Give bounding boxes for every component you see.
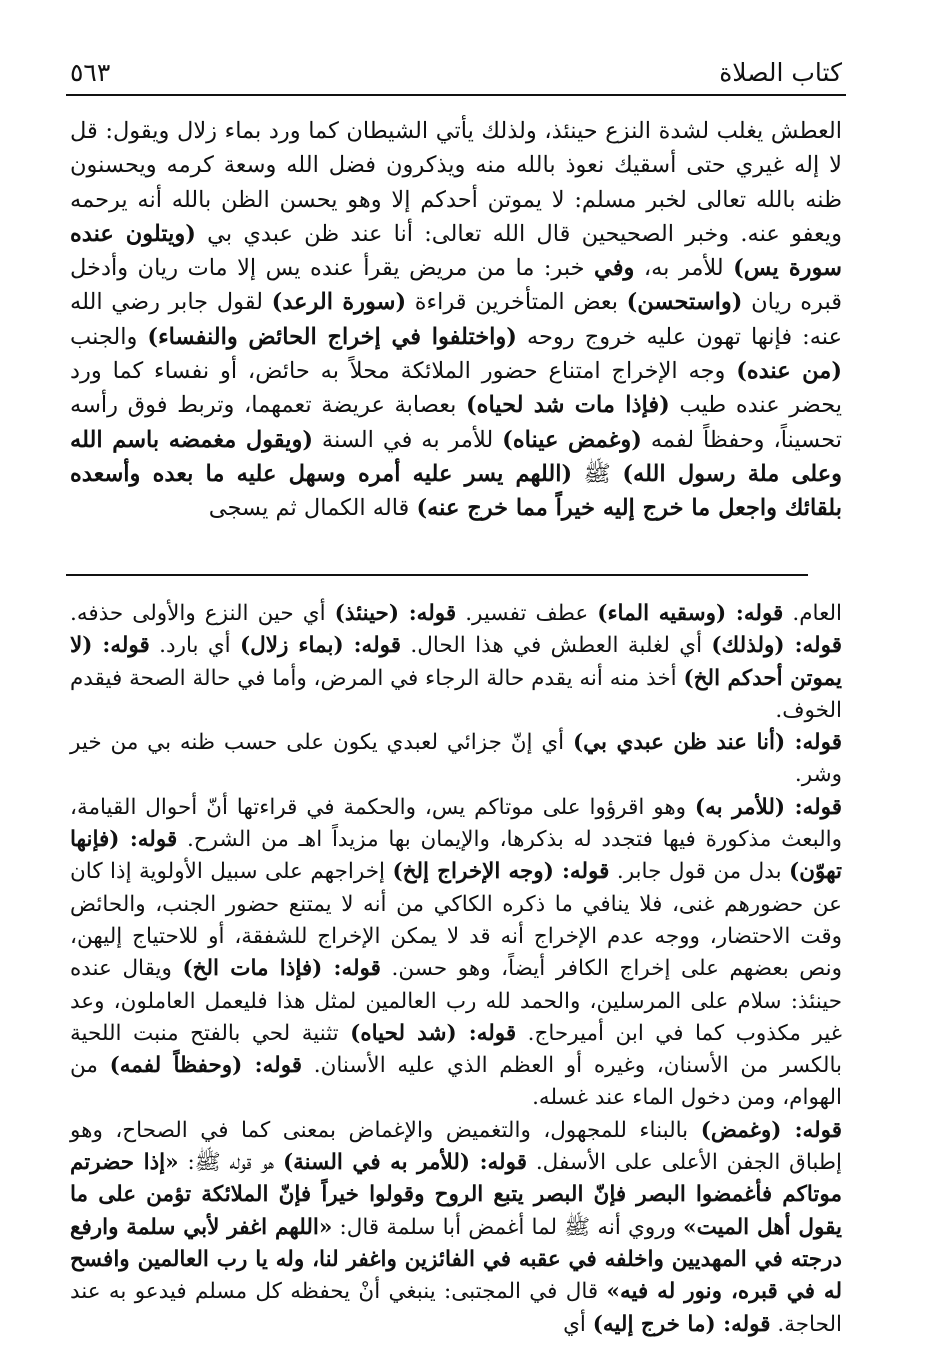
bold-text-segment: قوله: (لا يموتن أحدكم الخ) [70, 633, 843, 691]
bold-text-segment: (ويقول مغمضه باسم الله وعلى ملة رسول الله) [70, 426, 842, 487]
text-segment: بالبناء للمجهول، والتغميض والإغماض بمعنى كما في الصحاح، وهو إطباق الجفن الأعلى على الأسفل. [70, 1117, 842, 1176]
bold-text-segment: (وغمض عيناه) [502, 426, 642, 453]
bold-text-segment: قوله: (بماء زلال) [239, 633, 402, 659]
bold-text-segment: قوله: (للأمر به في السنة) [282, 1150, 527, 1176]
text-segment: عطف تفسير. [456, 601, 598, 626]
commentary-paragraph [70, 792, 842, 1115]
bold-text-segment: قوله: (حينئذ) [334, 601, 457, 626]
bold-text-segment: قوله: (ما خرج إليه) [592, 1311, 771, 1337]
text-segment: وهو اقرؤوا على موتاكم يس، والحكمة في قراءتها أنّ أحوال القيامة، والبعث مذكورة فيها فتجدد له بذكرها، والإيمان بها مزيداً اهـ من الشرح. [70, 794, 842, 853]
separator-rule [66, 574, 808, 576]
commentary-paragraph [70, 727, 842, 792]
text-segment: أي لغلبة العطش في هذا الحال. [401, 633, 712, 659]
text-segment: وجه الإخراج امتناع حضور الملائكة محلاً به حائض، أو نفساء كما ورد يحضر عنده طيب [70, 358, 842, 419]
commentary-paragraph [70, 598, 842, 727]
header-rule [66, 94, 846, 96]
text-segment: هو قوله ﷺ: [178, 1150, 283, 1176]
text-segment: أي [563, 1311, 593, 1337]
chapter-title: كتاب الصلاة [719, 58, 842, 87]
bold-text-segment: (واختلفوا في إخراج الحائض والنفساء) [147, 323, 517, 350]
bold-text-segment: قوله: (أنا عند ظن عبدي بي) [572, 730, 842, 756]
text-segment: خبر: ما من مريض يقرأ عنده يس إلا مات ريان وأدخل قبره ريان [70, 255, 842, 316]
bold-text-segment: (سورة الرعد) [271, 289, 407, 316]
text-segment: بدل من قول جابر. [609, 859, 790, 885]
text-segment: لقول جابر رضي الله عنه: فإنها تهون عليه خروج روحه [70, 289, 843, 350]
bold-text-segment: قوله: (وحفظاً لفمه) [109, 1053, 303, 1079]
commentary-block [70, 598, 843, 1337]
main-text-block [70, 114, 842, 556]
bold-text-segment: (فإذا مات شد لحياه) [466, 392, 670, 419]
text-segment: وروي أنه ﷺ لما أغمض أبا سلمة قال: [332, 1214, 684, 1240]
bold-text-segment: قوله: (ولذلك) [711, 633, 842, 659]
text-segment: والجنب [70, 323, 148, 350]
bold-text-segment: قوله: (وسقيه الماء) [597, 601, 784, 626]
text-segment: للأمر به، [634, 255, 734, 282]
bold-text-segment: «إذا حضرتم موتاكم فأغمضوا البصر فإنّ البصر يتبع الروح وقولوا خيراً فإنّ الملائكة تؤمن على ما يقول أهل الميت» [70, 1150, 842, 1240]
text-segment: أي حين النزع والأولى حذفه. [70, 601, 335, 626]
text-segment: قال في المجتبى: ينبغي أنْ يحفظه كل مسلم فيدعو به عند الحاجة. [70, 1279, 842, 1337]
bold-text-segment: (واستحسن) [626, 289, 743, 316]
text-segment: بعصابة عريضة تعمهما، وتربط فوق رأسه تحسيناً، وحفظاً لفمه [70, 392, 842, 453]
bold-text-segment: وفي [594, 255, 635, 282]
bold-text-segment: قوله: (وجه الإخراج إلخ) [392, 859, 610, 885]
page-number: ٥٦٣ [70, 58, 111, 87]
bold-text-segment: قوله: (شد لحياه) [350, 1020, 517, 1046]
text-segment: للأمر به في السنة [312, 426, 503, 453]
text-segment: أي إنّ جزائي لعبدي يكون على حسب ظنه بي من خير وشر. [70, 730, 842, 788]
bold-text-segment: (ويتلون عنده سورة يس) [70, 220, 842, 282]
text-segment: من الهوام، ومن دخول الماء عند غسله. [70, 1053, 842, 1111]
commentary-paragraph [70, 1115, 842, 1341]
text-segment: تثنية لحي بالفتح منبت اللحية بالكسر من الأسنان، وغيره أو العظم الذي عليه الأسنان. [70, 1020, 842, 1079]
text-segment: أخذ منه أنه يقدم حالة الرجاء في المرض، وأما في حالة الصحة فيقدم الخوف. [70, 665, 842, 723]
bold-text-segment: (من عنده) [736, 358, 842, 385]
text-segment: إخراجهم على سبيل الأولوية إذا كان عن حضورهم غنى، فلا ينافي ما ذكره الكاكي من أنه لا يمتنع حضور الجنب، والحائض وقت الاحتضار، ووجه عدم الإخراج أنه قد لا يمكن الإخراج للشفقة، أو للاحتياج إليهن، ونص بعضهم على إخراج الكافر أيضاً، وهو حسن. [70, 859, 842, 982]
text-segment: العطش يغلب لشدة النزع حينئذ، ولذلك يأتي الشيطان كما ورد بماء زلال ويقول: قل لا إله غيري حتى أسقيك نعوذ بالله منه ويذكرون فضل الله وسعة كرمه ويحسنون ظنه بالله تعالى لخبر مسلم: لا يموتن أحدكم إلا وهو يحسن الظن بالله أنه يرحمه ويعفو عنه. وخبر الصحيحين قال الله تعالى: أنا عند ظن عبدي بي [70, 118, 842, 247]
text-segment: العام. [783, 601, 842, 626]
running-header [70, 52, 842, 98]
bold-text-segment: قوله: (وغمض) [700, 1117, 842, 1143]
text-segment: ويقال عنده حينئذ: سلام على المرسلين، والحمد لله رب العالمين لمثل هذا فليعمل العاملون، وعد غير مكذوب كما في ابن أميرحاج. [70, 956, 842, 1046]
bold-text-segment: «اللهم اغفر لأبي سلمة وارفع درجته في المهديين واخلفه في عقبه في الفائزين واغفر لنا، وله يا رب العالمين وافسح له في قبره، ونور له فيه» [70, 1214, 842, 1305]
main-paragraph [70, 114, 842, 526]
text-segment: أي بارد. [149, 633, 240, 659]
bold-text-segment: قوله: (فإذا مات الخ) [182, 956, 381, 982]
text-segment: قاله الكمال ثم يسجى [208, 495, 417, 522]
text-segment: بعض المتأخرين قراءة [406, 289, 627, 316]
bold-text-segment: (اللهم يسر عليه أمره وسهل عليه ما بعده وأسعده بلقائك واجعل ما خرج إليه خيراً مما خرج عنه) [70, 460, 842, 522]
text-segment: ﷺ [572, 460, 623, 487]
bold-text-segment: قوله: (فإنها تهوّن) [70, 827, 842, 885]
bold-text-segment: قوله: (للأمر به) [694, 794, 843, 820]
